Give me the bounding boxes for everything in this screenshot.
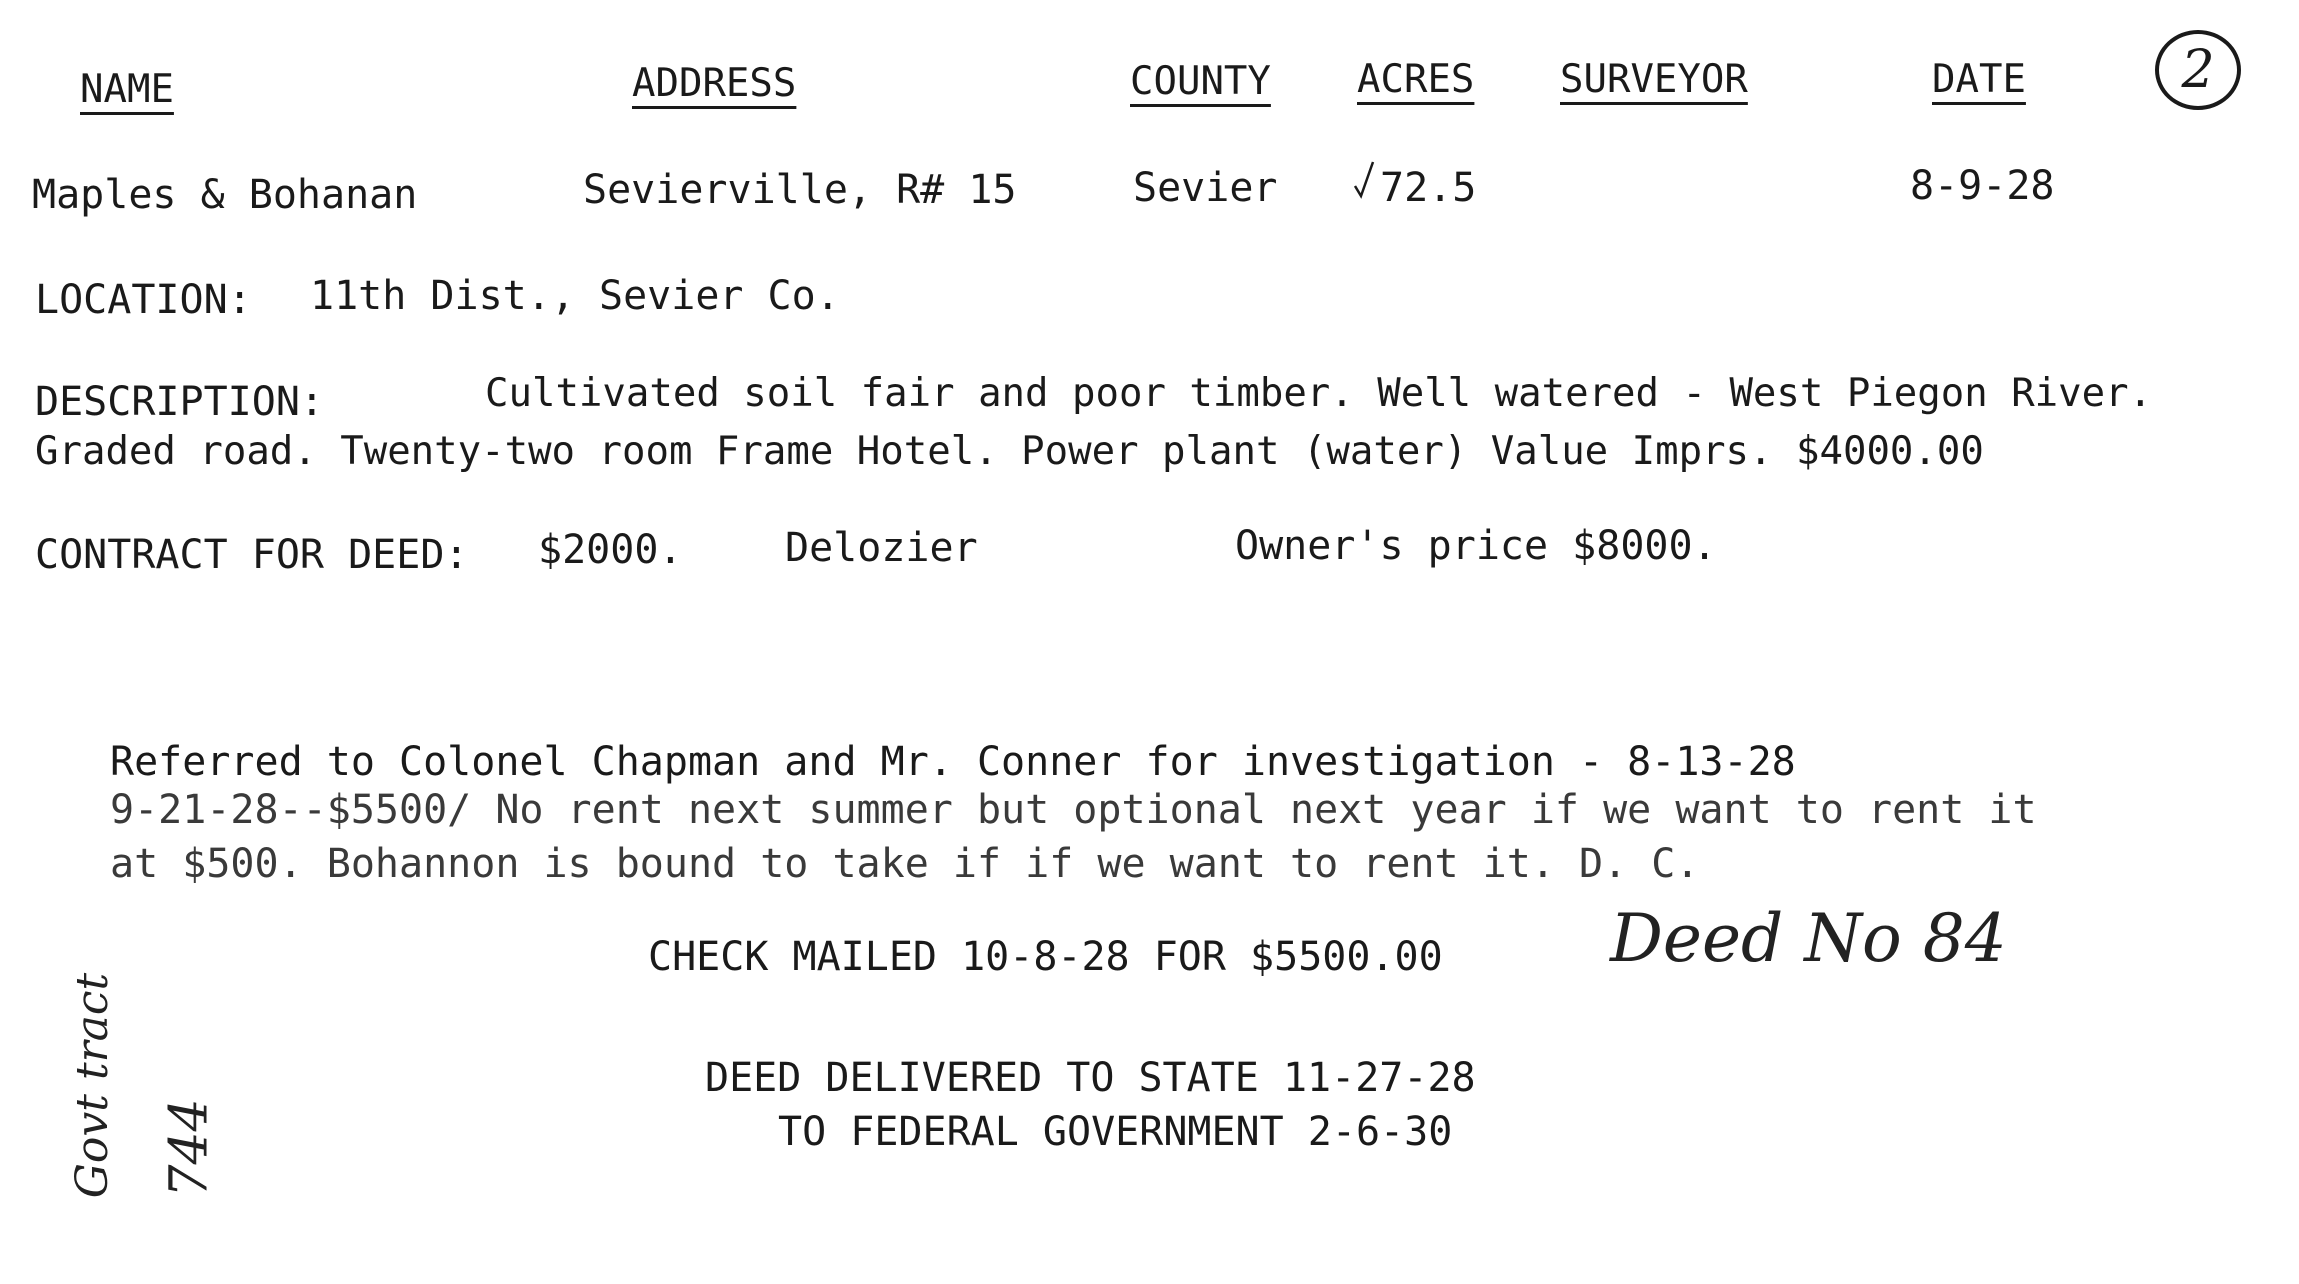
location-value: 11th Dist., Sevier Co. (310, 273, 840, 319)
header-address: ADDRESS (632, 61, 797, 106)
header-surveyor: SURVEYOR (1560, 57, 1748, 102)
record-address: Sevierville, R# 15 (583, 167, 1017, 213)
header-name: NAME (80, 67, 174, 112)
note-line-1: Referred to Colonel Chapman and Mr. Conner for investigation - 8-13-28 (110, 739, 1796, 785)
deed-delivered-federal: TO FEDERAL GOVERNMENT 2-6-30 (778, 1109, 1453, 1155)
header-county: COUNTY (1130, 59, 1271, 104)
header-date: DATE (1932, 57, 2026, 102)
contract-label: CONTRACT FOR DEED: (35, 532, 469, 578)
record-date: 8-9-28 (1910, 163, 2055, 209)
header-acres: ACRES (1357, 57, 1475, 102)
record-acres: 72.5 (1380, 165, 1477, 211)
note-line-2: 9-21-28--$5500/ No rent next summer but optional next year if we want to rent it (110, 787, 2037, 833)
handwritten-govt-tract-number: 744 (159, 1098, 220, 1198)
page-number-badge (2155, 30, 2241, 110)
description-line-1: Cultivated soil fair and poor timber. Well watered - West Piegon River. (485, 371, 2153, 416)
page-number: 2 (2181, 40, 2215, 100)
location-label: LOCATION: (35, 277, 252, 323)
checkmark-icon (1353, 160, 1375, 200)
check-mailed: CHECK MAILED 10-8-28 FOR $5500.00 (648, 934, 1443, 980)
description-line-2: Graded road. Twenty-two room Frame Hotel. Power plant (water) Value Imprs. $4000.00 (35, 429, 1984, 474)
deed-delivered-state: DEED DELIVERED TO STATE 11-27-28 (705, 1055, 1476, 1101)
record-name: Maples & Bohanan (32, 172, 418, 218)
handwritten-deed-number: Deed No 84 (1610, 900, 2007, 977)
owners-price: Owner's price $8000. (1235, 523, 1717, 569)
contract-amount: $2000. (538, 527, 683, 573)
description-label: DESCRIPTION: (35, 379, 324, 425)
record-county: Sevier (1133, 165, 1278, 211)
note-line-3: at $500. Bohannon is bound to take if if we want to rent it. D. C. (110, 841, 1700, 887)
handwritten-govt-tract-label: Govt tract (67, 972, 119, 1199)
contract-name: Delozier (785, 525, 978, 571)
